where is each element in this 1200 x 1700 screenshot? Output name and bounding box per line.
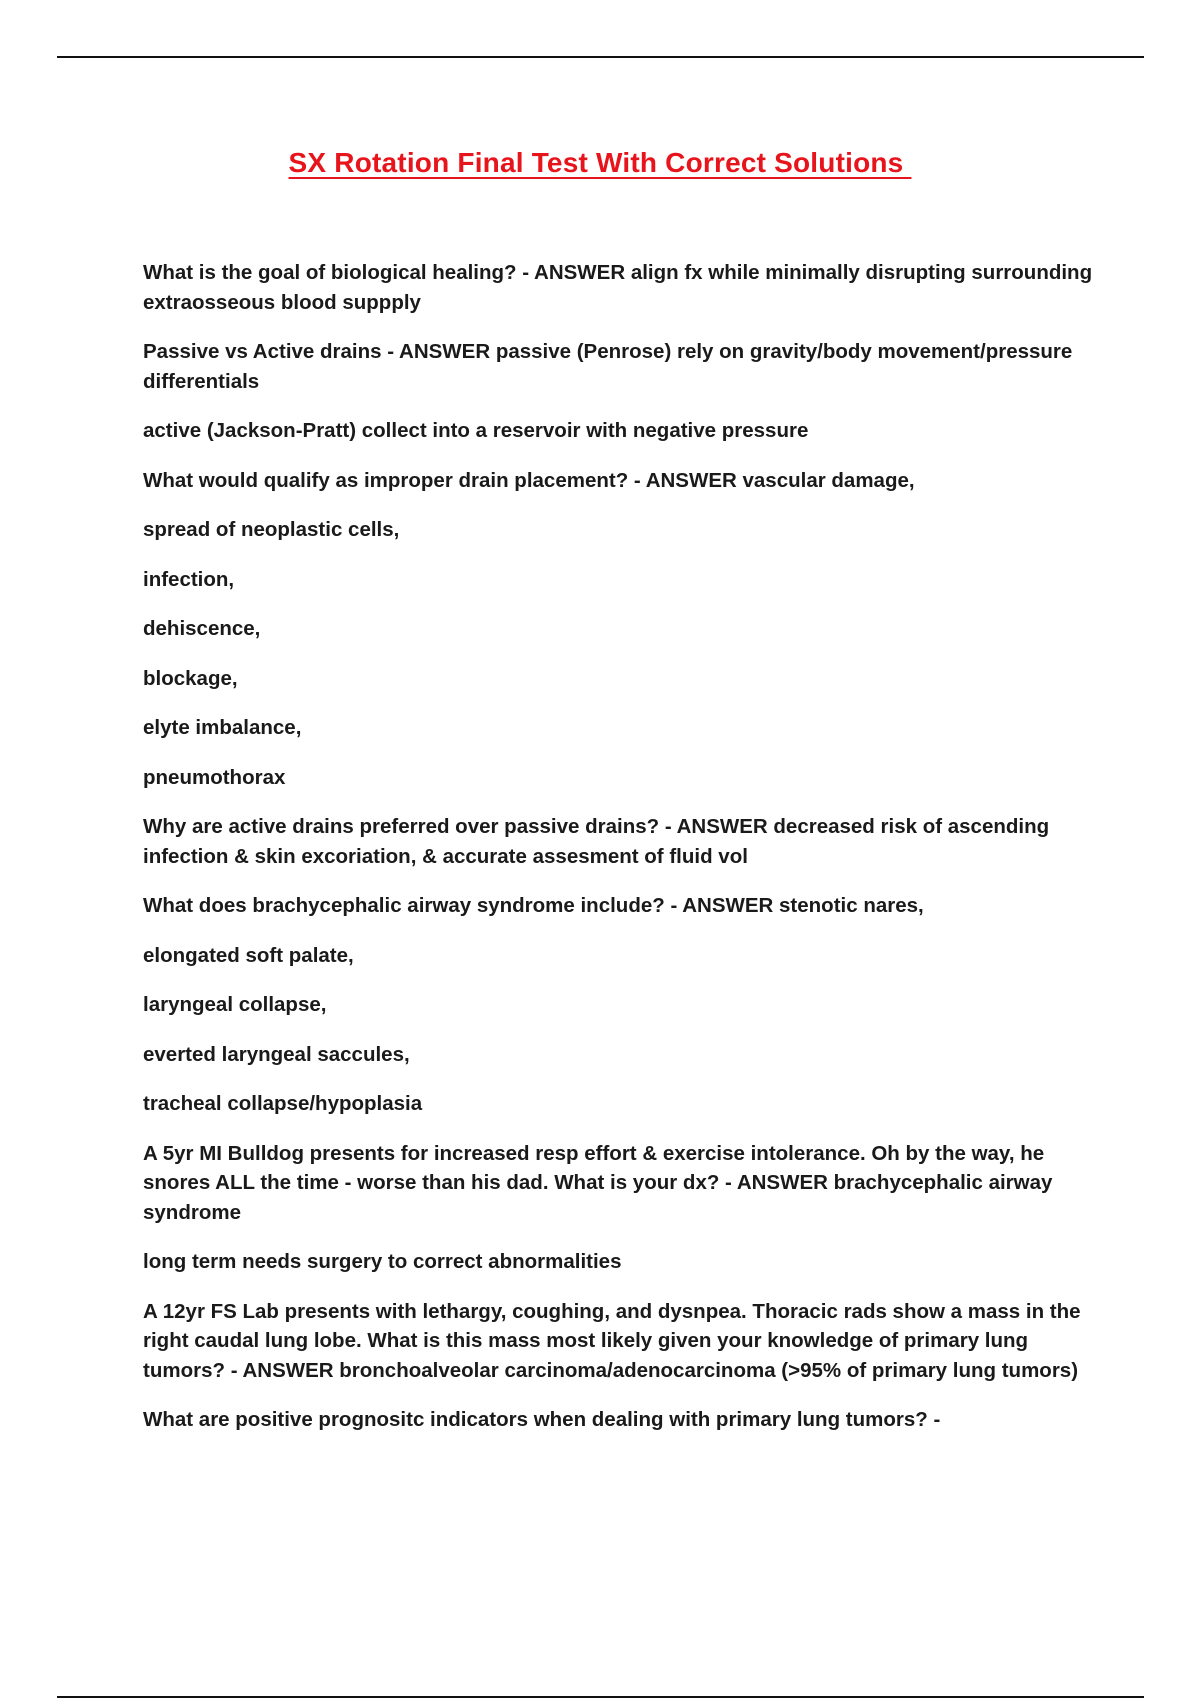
paragraph: active (Jackson-Pratt) collect into a reservoir with negative pressure	[143, 419, 809, 442]
document-title: SX Rotation Final Test With Correct Solutions	[288, 147, 912, 178]
paragraph: elongated soft palate,	[143, 943, 354, 967]
header-rule	[57, 56, 1144, 58]
paragraph: everted laryngeal saccules,	[143, 1042, 410, 1066]
paragraph: What is the goal of biological healing? - ANSWER align fx while minimally disrupting surrounding extraosseous blood suppply	[143, 261, 1093, 314]
paragraph: What would qualify as improper drain placement? - ANSWER vascular damage,	[143, 468, 915, 492]
paragraph: What does brachycephalic airway syndrome include? - ANSWER stenotic nares,	[143, 894, 924, 917]
paragraph: laryngeal collapse,	[143, 993, 327, 1016]
paragraph: Why are active drains preferred over passive drains? - ANSWER decreased risk of ascending infection & skin excoriation, & accurate assesment of fluid vol	[143, 815, 1050, 868]
paragraph: spread of neoplastic cells,	[143, 518, 400, 541]
title-container	[0, 147, 1200, 179]
paragraph: pneumothorax	[143, 765, 286, 789]
paragraph: blockage,	[143, 666, 238, 690]
paragraph: dehiscence,	[143, 617, 261, 640]
document-body	[143, 258, 1103, 1455]
paragraph: tracheal collapse/hypoplasia	[143, 1092, 423, 1115]
paragraph: elyte imbalance,	[143, 716, 302, 739]
paragraph: infection,	[143, 567, 235, 591]
paragraph: A 12yr FS Lab presents with lethargy, coughing, and dysnpea. Thoracic rads show a mass in the right caudal lung lobe. What is this mass most likely given your knowledge of primary lung tumors? - ANSWER bronchoalveolar carcinoma/adenocarcinoma (>95% of primary lung tumors)	[143, 1299, 1081, 1382]
footer-rule	[57, 1696, 1144, 1698]
paragraph: long term needs surgery to correct abnormalities	[143, 1250, 622, 1273]
paragraph: A 5yr MI Bulldog presents for increased resp effort & exercise intolerance. Oh by the way, he snores ALL the time - worse than his dad. What is your dx? - ANSWER brachycephalic airway syndrome	[143, 1141, 1053, 1224]
paragraph: Passive vs Active drains - ANSWER passive (Penrose) rely on gravity/body movement/pressure differentials	[143, 340, 1073, 393]
paragraph: What are positive prognositc indicators when dealing with primary lung tumors? -	[143, 1408, 941, 1431]
